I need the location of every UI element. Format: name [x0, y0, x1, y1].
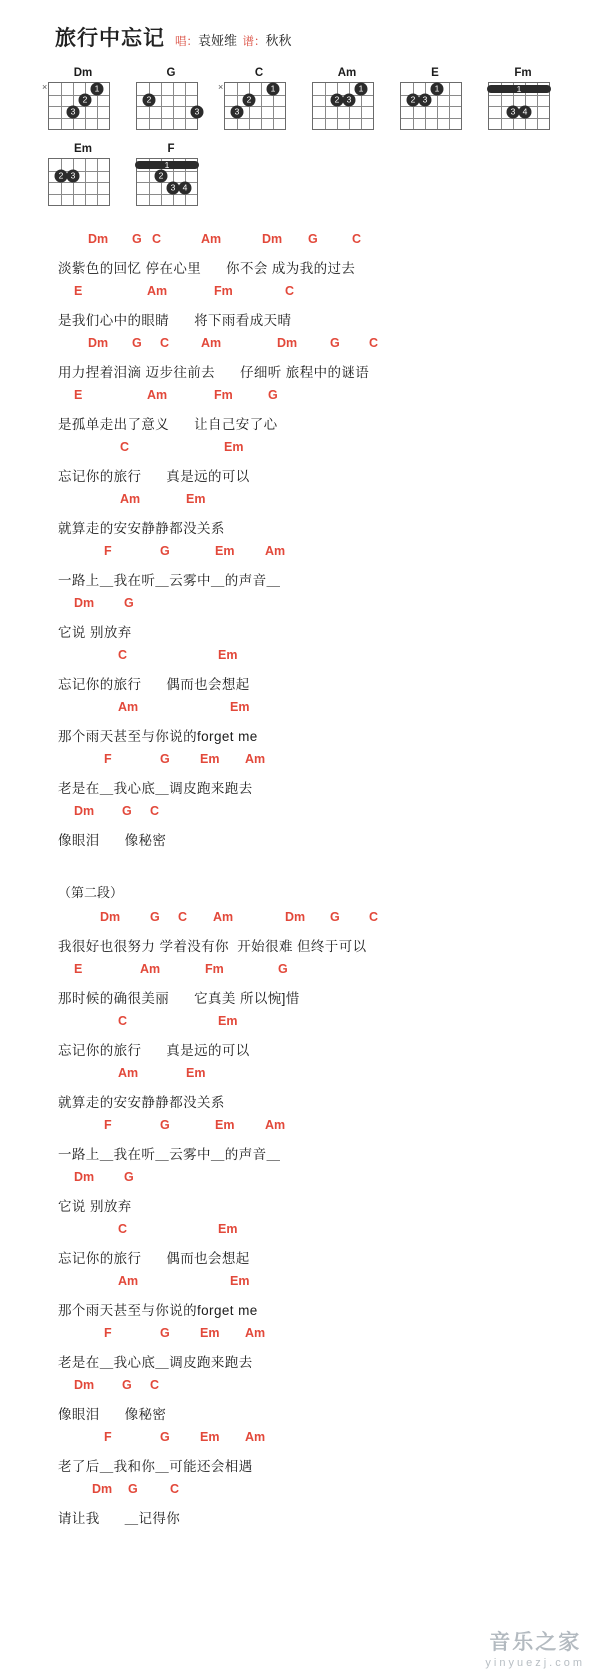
chord-label: Em [186, 1066, 206, 1080]
chord-label: E [74, 962, 83, 976]
fret-line [137, 118, 197, 119]
finger-dot: 1 [431, 82, 444, 95]
chord-label: E [74, 284, 83, 298]
chord-label: Dm [285, 910, 306, 924]
chord-line [0, 336, 601, 361]
finger-dot: 2 [55, 170, 68, 183]
finger-dot: 2 [143, 94, 156, 107]
chord-line [0, 596, 601, 621]
chord-label: G [128, 1482, 138, 1496]
section-label: （第二段） [58, 885, 124, 900]
chord-diagram [136, 66, 206, 130]
chord-label: G [124, 596, 134, 610]
chord-label: Am [213, 910, 234, 924]
chord-label: G [308, 232, 318, 246]
composer-label: 谱： [242, 36, 266, 48]
chord-fretboard [312, 82, 374, 130]
chord-diagram [218, 66, 294, 130]
lyric-line: 它说 别放弃 [58, 625, 132, 640]
chord-line [0, 648, 601, 673]
chord-label: C [150, 1378, 160, 1392]
chord-label: G [160, 752, 170, 766]
chord-label: G [160, 1118, 170, 1132]
chord-line [0, 1274, 601, 1299]
chord-line [0, 752, 601, 777]
finger-dot: 4 [519, 105, 532, 118]
chord-fretboard [48, 82, 110, 130]
chord-label: C [120, 440, 130, 454]
chord-line [0, 1430, 601, 1455]
chord-label: C [118, 1222, 128, 1236]
chord-label: C [170, 1482, 180, 1496]
lyric-line: 老是在＿我心底＿调皮跑来跑去 [58, 1355, 253, 1370]
chord-line [0, 1118, 601, 1143]
finger-dot: 3 [231, 105, 244, 118]
chord-label: F [104, 1118, 112, 1132]
lyric-line: 一路上＿我在听＿云雾中＿的声音＿ [58, 1147, 281, 1162]
lyric-line: 就算走的安安静静都没关系 [58, 521, 225, 536]
lyric-line: 老了后＿我和你＿可能还会相遇 [58, 1459, 253, 1474]
chord-label: Am [201, 232, 222, 246]
chord-fretboard [136, 82, 198, 130]
chord-diagram-name: Am [337, 67, 357, 79]
singer-name: 袁娅维 [198, 33, 238, 48]
watermark-title: 音乐之家 [489, 1631, 582, 1654]
chord-line [0, 1378, 601, 1403]
chord-label: Am [118, 700, 139, 714]
chord-label: Am [245, 752, 266, 766]
chord-label: F [104, 544, 112, 558]
chord-label: F [104, 1430, 112, 1444]
chord-label: Dm [74, 596, 95, 610]
chord-diagram [48, 142, 118, 206]
chord-label: Em [200, 1430, 220, 1444]
chord-label: Am [120, 492, 141, 506]
chord-label: Dm [88, 232, 109, 246]
chord-label: Em [215, 1118, 235, 1132]
chord-line [0, 1326, 601, 1351]
chord-label: Am [118, 1066, 139, 1080]
chord-grid-wrap [400, 82, 470, 130]
fret-line [49, 118, 109, 119]
chord-diagram-row [42, 66, 601, 130]
fret-line [49, 106, 109, 107]
chord-grid-wrap [218, 82, 294, 130]
muted-string-icon: × [218, 82, 224, 92]
lyric-line: 那个雨天甚至与你说的forget me [58, 729, 258, 744]
finger-dot: 1 [355, 82, 368, 95]
chord-line [0, 388, 601, 413]
chord-label: Em [218, 648, 238, 662]
chord-diagram [312, 66, 382, 130]
fret-line [489, 95, 549, 96]
chord-diagram-name: Em [74, 143, 92, 155]
chord-label: Dm [92, 1482, 113, 1496]
chord-diagram-name: Dm [73, 67, 93, 79]
finger-dot: 3 [167, 181, 180, 194]
chord-label: Am [245, 1326, 266, 1340]
chord-label: G [330, 910, 340, 924]
lyric-line: 它说 别放弃 [58, 1199, 132, 1214]
chord-label: Em [200, 1326, 220, 1340]
chord-label: Em [230, 700, 250, 714]
chord-label: Dm [277, 336, 298, 350]
chord-label: Em [224, 440, 244, 454]
finger-dot: 2 [407, 94, 420, 107]
chord-line [0, 1482, 601, 1507]
chord-label: C [369, 336, 379, 350]
finger-dot: 1 [91, 82, 104, 95]
finger-dot: 3 [507, 105, 520, 118]
lyric-line: 就算走的安安静静都没关系 [58, 1095, 225, 1110]
chord-label: G [122, 1378, 132, 1392]
chord-label: C [150, 804, 160, 818]
finger-dot: 3 [419, 94, 432, 107]
chord-line [0, 284, 601, 309]
finger-dot: 3 [343, 94, 356, 107]
chord-line [0, 1066, 601, 1091]
chord-fretboard [136, 158, 198, 206]
finger-dot: 4 [179, 181, 192, 194]
chord-label: C [352, 232, 362, 246]
chord-label: Em [200, 752, 220, 766]
lyric-line: 忘记你的旅行 真是远的可以 [58, 1043, 250, 1058]
chord-label: Am [118, 1274, 139, 1288]
fret-line [401, 118, 461, 119]
chord-line [0, 1014, 601, 1039]
chord-label: C [118, 648, 128, 662]
chord-grid-wrap [136, 82, 206, 130]
barre-finger-number: 1 [516, 83, 522, 94]
chord-grid-wrap [136, 158, 206, 206]
barre-finger-number: 1 [164, 159, 170, 170]
chord-label: C [369, 910, 379, 924]
chord-line [0, 544, 601, 569]
chord-label: F [104, 1326, 112, 1340]
chord-label: Am [201, 336, 222, 350]
chord-label: Am [147, 388, 168, 402]
chord-fretboard [400, 82, 462, 130]
chord-grid-wrap [312, 82, 382, 130]
chord-line [0, 962, 601, 987]
chord-label: G [150, 910, 160, 924]
chord-grid-wrap [48, 158, 118, 206]
chord-grid-wrap [42, 82, 118, 130]
chord-grid-wrap [488, 82, 558, 130]
chord-label: Fm [214, 284, 233, 298]
fret-line [225, 95, 285, 96]
fret-line [313, 106, 373, 107]
chord-label: C [152, 232, 162, 246]
chord-label: Dm [74, 1170, 95, 1184]
fret-line [137, 171, 197, 172]
chord-line [0, 492, 601, 517]
chord-diagrams [0, 58, 601, 206]
chord-line [0, 910, 601, 935]
chord-diagram-name: Fm [514, 67, 532, 79]
lyric-line: 一路上＿我在听＿云雾中＿的声音＿ [58, 573, 281, 588]
page-header [0, 0, 601, 58]
chord-label: G [160, 544, 170, 558]
lyric-line: 老是在＿我心底＿调皮跑来跑去 [58, 781, 253, 796]
chord-label: Dm [74, 1378, 95, 1392]
chord-label: Dm [88, 336, 109, 350]
chord-label: Em [186, 492, 206, 506]
chord-label: Em [218, 1014, 238, 1028]
lyric-line: 像眼泪 像秘密 [58, 833, 167, 848]
composer-name: 秋秋 [265, 33, 292, 48]
chord-label: Am [265, 1118, 286, 1132]
fret-line [489, 118, 549, 119]
muted-string-icon: × [42, 82, 48, 92]
chord-label: C [160, 336, 170, 350]
chord-fretboard [488, 82, 550, 130]
chord-label: F [104, 752, 112, 766]
chord-label: Am [265, 544, 286, 558]
chord-line [0, 1170, 601, 1195]
chord-label: Fm [205, 962, 224, 976]
fret-line [137, 194, 197, 195]
chord-label: Dm [74, 804, 95, 818]
chord-diagram-name: F [167, 143, 175, 155]
watermark [485, 1626, 585, 1669]
chord-diagram-row [48, 142, 601, 206]
chord-label: G [122, 804, 132, 818]
fret-line [49, 194, 109, 195]
watermark-url: yinyuezj.com [485, 1657, 585, 1669]
chord-fretboard [48, 158, 110, 206]
chord-label: G [124, 1170, 134, 1184]
singer-label: 唱： [175, 36, 198, 48]
chord-label: G [132, 336, 142, 350]
credits [175, 30, 294, 49]
chord-diagram [400, 66, 470, 130]
lyric-line: 忘记你的旅行 偶而也会想起 [58, 1251, 250, 1266]
chord-label: C [178, 910, 188, 924]
lyric-line: 淡紫色的回忆 停在心里 你不会 成为我的过去 [58, 261, 356, 276]
chord-line [0, 700, 601, 725]
finger-dot: 2 [79, 94, 92, 107]
lyric-line: 忘记你的旅行 偶而也会想起 [58, 677, 250, 692]
chord-diagram [488, 66, 558, 130]
chord-label: Am [140, 962, 161, 976]
chord-label: G [278, 962, 288, 976]
chord-label: G [160, 1430, 170, 1444]
chord-label: G [330, 336, 340, 350]
chord-line [0, 440, 601, 465]
chord-label: Dm [262, 232, 283, 246]
lyric-line: 那个雨天甚至与你说的forget me [58, 1303, 258, 1318]
chord-label: Em [215, 544, 235, 558]
chord-label: E [74, 388, 83, 402]
chord-label: G [268, 388, 278, 402]
chord-label: Em [218, 1222, 238, 1236]
lyric-line: 我很好也很努力 学着没有你 开始很难 但终于可以 [58, 939, 367, 954]
chord-label: Am [245, 1430, 266, 1444]
finger-dot: 2 [243, 94, 256, 107]
chord-fretboard [224, 82, 286, 130]
chord-diagram-name: C [254, 67, 264, 79]
chord-label: G [132, 232, 142, 246]
finger-dot: 2 [155, 170, 168, 183]
chord-diagram-name: E [431, 67, 439, 79]
finger-dot: 3 [191, 105, 204, 118]
section-spacer [0, 856, 601, 882]
chord-line [0, 1222, 601, 1247]
chord-label: Fm [214, 388, 233, 402]
chord-label: G [160, 1326, 170, 1340]
chord-diagram-name: G [166, 67, 176, 79]
chord-label: C [118, 1014, 128, 1028]
chord-line [0, 232, 601, 257]
lyric-line: 用力捏着泪滴 迈步往前去 仔细听 旅程中的谜语 [58, 365, 370, 380]
chord-label: Am [147, 284, 168, 298]
lyric-line: 请让我 ＿记得你 [58, 1511, 181, 1526]
lyric-line: 像眼泪 像秘密 [58, 1407, 167, 1422]
finger-dot: 1 [267, 82, 280, 95]
fret-line [313, 118, 373, 119]
lyric-line: 是孤单走出了意义 让自己安了心 [58, 417, 278, 432]
chord-label: Em [230, 1274, 250, 1288]
page-title: 旅行中忘记 [55, 27, 165, 50]
chord-label: Dm [100, 910, 121, 924]
lyric-line: 忘记你的旅行 真是远的可以 [58, 469, 250, 484]
finger-dot: 2 [331, 94, 344, 107]
chord-line [0, 804, 601, 829]
finger-dot: 3 [67, 170, 80, 183]
chord-diagram [136, 142, 206, 206]
song-body [0, 218, 601, 1562]
chord-diagram [42, 66, 118, 130]
chord-label: C [285, 284, 295, 298]
lyric-line: 那时候的确很美丽 它真美 所以惋]惜 [58, 991, 300, 1006]
lyric-line: 是我们心中的眼睛 将下雨看成天晴 [58, 313, 292, 328]
finger-dot: 3 [67, 105, 80, 118]
